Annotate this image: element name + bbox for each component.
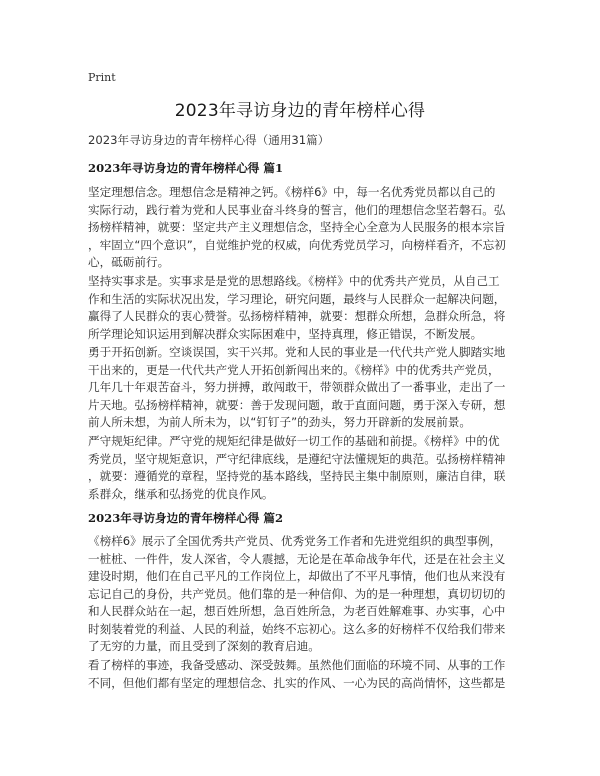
paragraph [88,273,518,343]
paragraph-line: 系群众，继承和弘扬党的优良作风。 [88,486,274,501]
paragraph-line: ，就要：遵循党的章程，坚持党的基本路线，坚持民主集中制原则，廉洁自律，联 [88,469,506,483]
print-label[interactable]: Print [88,71,116,84]
paragraph-line: ，牢固立“四个意识”，自觉维护党的权威，向优秀党员学习，向榜样看齐，不忘初 [88,237,506,252]
paragraph-line: 不同，但他们都有坚定的理想信念、扎实的作风、一心为民的高尚情怀，这些都是 [88,675,506,690]
paragraph [88,344,518,432]
paragraph-line: 心，砥砺前行。 [88,255,170,269]
paragraph-line: 赢得了人民群众的衷心赞誉。弘扬榜样精神，就要：想群众所想，急群众所急，将 [88,309,506,323]
paragraph-line: 和人民群众站在一起，想百姓所想，急百姓所急，为老百姓解难事、办实事，心中 [88,604,506,618]
paragraph-line: 坚持实事求是。实事求是是党的思想路线。《榜样》中的优秀共产党员，从自己工 [88,274,500,288]
paragraph-line: 秀党员，坚守规矩意识，严守纪律底线，是遵纪守法懂规矩的典范。弘扬榜样精神 [88,451,506,466]
page-subtitle: 2023年寻访身边的青年榜样心得（通用31篇） [88,133,330,147]
paragraph-line: 忘记自己的身份，共产党员。他们靠的是一种信仰、为的是一种理想，真切切切的 [88,586,506,601]
paragraph-line: 片天地。弘扬榜样精神，就要：善于发现问题，敢于直面问题，勇于深入专研，想 [88,397,506,412]
paragraph [88,184,518,272]
paragraph-line: 坚定理想信念。理想信念是精神之钙。《榜样6》中，每一名优秀党员都以自己的 [88,185,496,199]
paragraph-line: 勇于开拓创新。空谈误国，实干兴邦。党和人民的事业是一代代共产党人脚踏实地 [88,345,506,359]
paragraph-line: 扬榜样精神，就要：坚定共产主义理想信念，坚持全心全意为人民服务的根本宗旨 [88,220,506,234]
paragraph [88,533,518,656]
page-title: 2023年寻访身边的青年榜样心得 [174,101,426,121]
paragraph [88,433,518,503]
paragraph-line: 看了榜样的事迹，我备受感动、深受鼓舞。虽然他们面临的环境不同、从事的工作 [88,658,506,672]
paragraph-line: 干出来的，更是一代代共产党人开拓创新闯出来的。《榜样》中的优秀共产党员， [88,362,500,377]
paragraph-line: 前人所未想，为前人所未为，以“钉钉子”的劲头，努力开辟新的发展前景。 [88,415,472,429]
paragraph-line: 几年几十年艰苦奋斗，努力拼搏，敢闯敢干，带领群众做出了一番事业，走出了一 [88,380,506,394]
paragraph-line: 作和生活的实际状况出发，学习理论，研究问题，最终与人民群众一起解决问题， [88,291,506,306]
paragraph-line: 了无穷的力量，而且受到了深刻的教育启迪。 [88,639,320,653]
section-heading: 2023年寻访身边的青年榜样心得 篇2 [88,511,284,525]
paragraph-line: 实际行动，践行着为党和人民事业奋斗终身的誓言，他们的理想信念坚若磐石。弘 [88,202,506,217]
paragraph-line: 时刻装着党的利益、人民的利益，始终不忘初心。这么多的好榜样不仅给我们带来 [88,621,506,636]
paragraph-line: 《榜样6》展示了全国优秀共产党员、优秀党务工作者和先进党组织的典型事例， [88,534,502,548]
paragraph-line: 建设时期，他们在自己平凡的工作岗位上，却做出了不平凡事情，他们也从来没有 [88,569,506,583]
section-heading: 2023年寻访身边的青年榜样心得 篇1 [88,161,284,175]
paragraph-line: 严守规矩纪律。严守党的规矩纪律是做好一切工作的基础和前提。《榜样》中的优 [88,434,500,448]
paragraph-line: 所学理论知识运用到解决群众实际困难中，坚持真理，修正错误，不断发展。 [88,326,483,341]
paragraph-line: 一桩桩、一件件，发人深省，令人震撼，无论是在革命战争年代，还是在社会主义 [88,551,506,566]
paragraph [88,657,518,692]
